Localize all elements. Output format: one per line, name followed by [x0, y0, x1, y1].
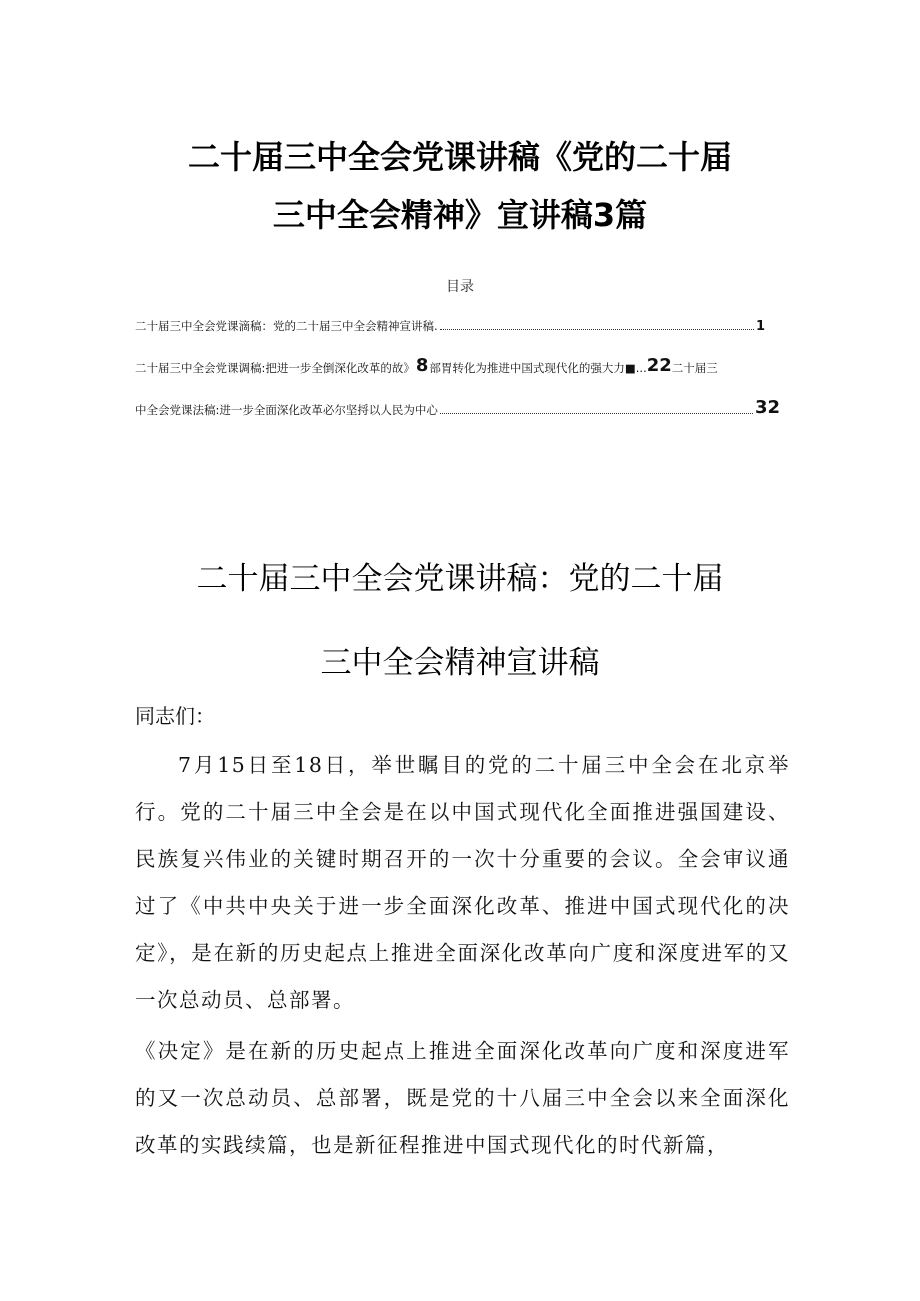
- toc-page-number: 32: [754, 397, 780, 418]
- section-title-line-2: 三中全会精神宣讲稿: [320, 645, 600, 681]
- salutation: 同志们：: [135, 704, 215, 728]
- toc-heading: 目录: [446, 279, 474, 295]
- toc-leader-dots: [440, 329, 754, 330]
- toc-entry-text: 中全会党课法稿:进一步全面深化改革必尔坚捋以人民为中心: [135, 403, 438, 417]
- body-paragraph-2: 《决定》是在新的历史起点上推进全面深化改革向广度和深度进军的又一次总动员、总部署，既是党的十八届三中全会以来全面深化改革的实践续篇，也是新征程推进中国式现代化的时代新篇，: [135, 1039, 790, 1157]
- body-paragraph-1: 7月15日至18日，举世瞩目的党的二十届三中全会在北京举行。党的二十届三中全会是在以中国式现代化全面推进强国建设、民族复兴伟业的关键时期召开的一次十分重要的会议。全会审议通过了《中共中央关于进一步全面深化改革、推进中国式现代化的决定》，是在新的历史起点上推进全面深化改革向广度和深度进军的又一次总动员、总部署。: [135, 753, 790, 1012]
- toc-entry-2[interactable]: [135, 356, 785, 376]
- toc-entry-text-cont: 部胃转化为推进中国式现代化的强大力■...: [429, 361, 647, 375]
- section-title-line-1: 二十届三中全会党课讲稿：党的二十届: [196, 561, 724, 597]
- toc-entry-text-large: 8: [415, 355, 429, 376]
- document-title-line-2: 三中全会精神》宣讲稿3篇: [272, 196, 648, 234]
- toc-entry-3[interactable]: [135, 398, 780, 418]
- document-title-line-1: 二十届三中全会党课讲稿《党的二十届: [187, 138, 732, 176]
- toc-entry-text: 二十届三中全会党课滴稿：党的二十届三中全会精神宣讲稿.: [135, 319, 438, 333]
- toc-entry-text: 二十届三中全会党课调稿:把进一步全倒深化改革的故》: [135, 361, 415, 375]
- toc-leader-dots: [440, 413, 753, 414]
- toc-entry-1[interactable]: [135, 314, 765, 334]
- toc-entry-tail: 二十届三: [671, 361, 718, 375]
- toc-page-number: 1: [755, 319, 765, 334]
- toc-page-number: 22: [646, 355, 672, 376]
